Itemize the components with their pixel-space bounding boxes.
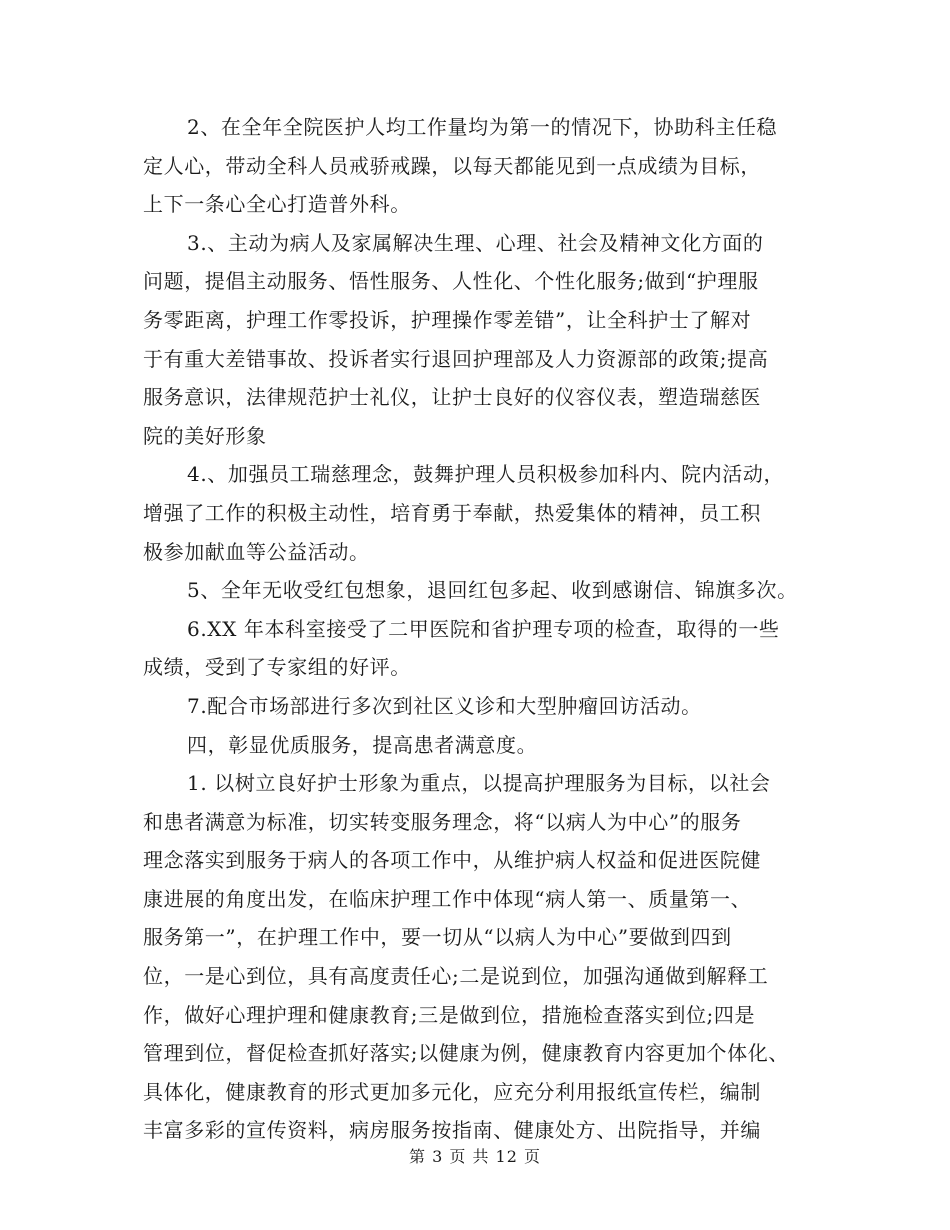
- text-line: 四，彰显优质服务，提高患者满意度。: [187, 732, 538, 757]
- text-line: 管理到位，督促检查抓好落实;以健康为例，健康教育内容更加个体化、: [143, 1041, 789, 1066]
- text-line: 服务意识，法律规范护士礼仪，让护士良好的仪容仪表，塑造瑞慈医: [143, 385, 761, 410]
- text-line: 丰富多彩的宣传资料，病房服务按指南、健康处方、出院指导，并编: [143, 1118, 761, 1143]
- text-line: 1. 以树立良好护士形象为重点，以提高护理服务为目标，以社会: [187, 771, 771, 796]
- text-line: 成绩，受到了专家组的好评。: [143, 655, 411, 680]
- text-line: 3.、主动为病人及家属解决生理、心理、社会及精神文化方面的: [187, 230, 764, 255]
- text-line: 位，一是心到位，具有高度责任心;二是说到位，加强沟通做到解释工: [143, 964, 769, 989]
- text-line: 和患者满意为标准，切实转变服务理念，将“以病人为中心”的服务: [143, 809, 742, 834]
- text-line: 5、全年无收受红包想象，退回红包多起、收到感谢信、锦旗多次。: [187, 578, 798, 603]
- text-line: 7.配合市场部进行多次到社区义诊和大型肿瘤回访活动。: [187, 693, 702, 718]
- text-line: 极参加献血等公益活动。: [143, 539, 370, 564]
- text-line: 6.XX 年本科室接受了二甲医院和省护理专项的检查，取得的一些: [187, 616, 780, 641]
- text-line: 增强了工作的积极主动性，培育勇于奉献，热爱集体的精神，员工积: [143, 500, 761, 525]
- text-line: 院的美好形象: [143, 423, 267, 448]
- text-line: 理念落实到服务于病人的各项工作中，从维护病人权益和促进医院健: [143, 848, 761, 873]
- text-line: 服务第一”，在护理工作中，要一切从“以病人为中心”要做到四到: [143, 925, 732, 950]
- text-line: 作，做好心理护理和健康教育;三是做到位，措施检查落实到位;四是: [143, 1002, 756, 1027]
- text-line: 2、在全年全院医护人均工作量均为第一的情况下，协助科主任稳: [187, 115, 778, 139]
- text-line: 康进展的角度出发，在临床护理工作中体现“病人第一、质量第一、: [143, 886, 752, 911]
- text-line: 上下一条心全心打造普外科。: [143, 192, 411, 217]
- document-body: [143, 108, 823, 1150]
- text-line: 具体化，健康教育的形式更加多元化，应充分利用报纸宣传栏，编制: [143, 1079, 761, 1104]
- text-line: 于有重大差错事故、投诉者实行退回护理部及人力资源部的政策;提高: [143, 346, 769, 371]
- text-line: 务零距离，护理工作零投诉，护理操作零差错”，让全科护士了解对: [143, 307, 752, 332]
- page-footer: 第 3 页 共 12 页: [409, 1147, 541, 1166]
- text-line: 问题，提倡主动服务、悟性服务、人性化、个性化服务;做到“护理服: [143, 269, 759, 294]
- text-line: 4.、加强员工瑞慈理念，鼓舞护理人员积极参加科内、院内活动，: [187, 462, 785, 487]
- text-line: 定人心，带动全科人员戒骄戒躁，以每天都能见到一点成绩为目标，: [143, 153, 761, 178]
